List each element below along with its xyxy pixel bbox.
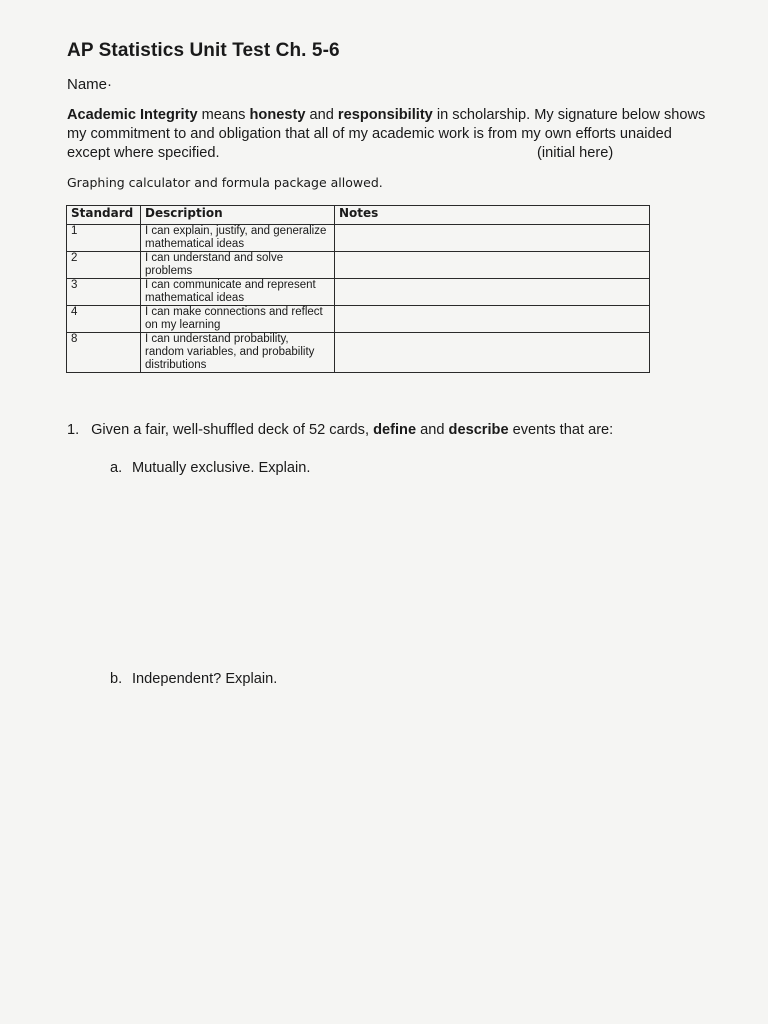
description-cell: I can communicate and represent mathematical ideas: [141, 279, 335, 306]
standard-cell: 3: [67, 279, 141, 306]
integrity-text: means: [197, 107, 250, 123]
notes-cell: [335, 252, 650, 279]
description-cell: I can understand probability, random variables, and probability distributions: [141, 333, 335, 373]
standard-cell: 4: [67, 306, 141, 333]
table-row: [67, 225, 650, 252]
notes-cell: [335, 306, 650, 333]
standard-cell: 1: [67, 225, 141, 252]
standard-cell: 8: [67, 333, 141, 373]
header-description: Description: [141, 206, 335, 225]
notes-cell: [335, 279, 650, 306]
table-header-row: [67, 206, 650, 225]
subquestion-text: Mutually exclusive. Explain.: [132, 460, 311, 476]
standards-table: [66, 205, 650, 373]
notes-cell: [335, 333, 650, 373]
academic-integrity-statement: [67, 106, 707, 163]
header-notes: Notes: [335, 206, 650, 225]
table-row: [67, 333, 650, 373]
subquestion-label: a.: [110, 460, 123, 476]
question-text: and: [416, 422, 449, 438]
question-describe: describe: [448, 422, 509, 438]
question-1a: [110, 460, 310, 476]
subquestion-text: Independent? Explain.: [132, 671, 278, 687]
question-text: events that are:: [508, 422, 614, 438]
notes-cell: [335, 225, 650, 252]
standard-cell: 2: [67, 252, 141, 279]
description-cell: I can explain, justify, and generalize mathematical ideas: [141, 225, 335, 252]
description-cell: I can understand and solve problems: [141, 252, 335, 279]
calculator-note: Graphing calculator and formula package allowed.: [67, 175, 383, 190]
question-1: [67, 422, 613, 438]
question-1b: [110, 671, 277, 687]
integrity-text: in scholarship. My signature below shows my commitment to and obligation that all of my academic work is from my own efforts unaided except where specified.: [67, 107, 706, 161]
question-number: 1.: [67, 422, 80, 438]
question-text: Given a fair, well-shuffled deck of 52 cards,: [91, 422, 374, 438]
question-define: define: [373, 422, 417, 438]
table-row: [67, 252, 650, 279]
name-label: Name·: [67, 76, 113, 93]
integrity-responsibility: responsibility: [337, 107, 433, 123]
description-cell: I can make connections and reflect on my learning: [141, 306, 335, 333]
table-row: [67, 306, 650, 333]
integrity-honesty: honesty: [249, 107, 306, 123]
initial-here-label: (initial here): [537, 145, 614, 161]
table-row: [67, 279, 650, 306]
integrity-term: Academic Integrity: [67, 107, 198, 123]
subquestion-label: b.: [110, 671, 123, 687]
header-standard: Standard: [67, 206, 141, 225]
integrity-text: and: [305, 107, 338, 123]
page-title: AP Statistics Unit Test Ch. 5-6: [67, 40, 340, 61]
